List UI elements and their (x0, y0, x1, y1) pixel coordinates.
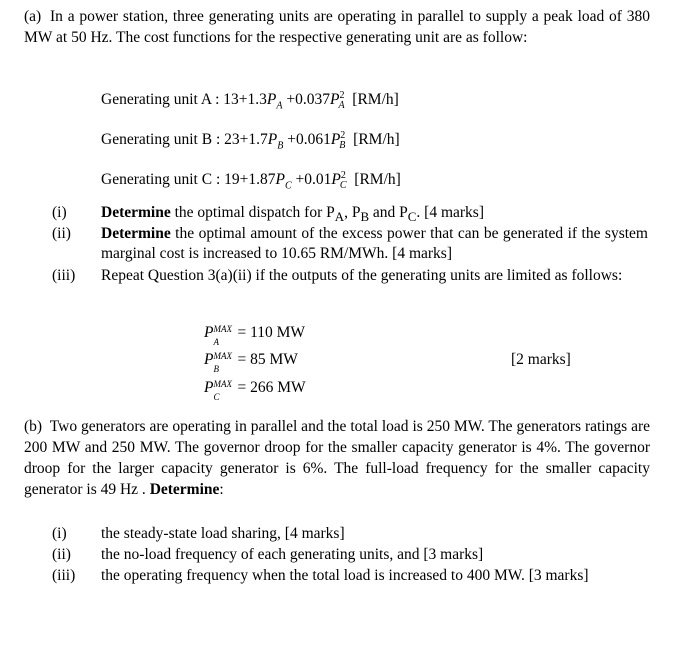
equation-const: 19 (224, 171, 240, 189)
question-number: (iii) (52, 567, 76, 584)
equation-name: Generating unit B (101, 131, 213, 149)
limit-sub: C (213, 392, 220, 402)
equation-coef2: 0.01 (304, 171, 332, 189)
equation-coef2: 0.037 (295, 91, 330, 109)
limit-value: = 266 MW (237, 379, 306, 396)
question-text: Determine the optimal dispatch for $P_A$, $P_B$ and $P_C$. [4 marks] (101, 204, 484, 225)
equation-sub: C (284, 180, 292, 192)
question-number: (ii) (52, 225, 71, 242)
equation-name: Generating unit C (101, 171, 213, 189)
part-a-label: (a) (24, 8, 42, 25)
limit-c: P MAX C = 266 MW (204, 379, 306, 397)
limit-a: P MAX A = 110 MW (204, 324, 305, 342)
equation-coef2: 0.061 (295, 131, 331, 149)
question-number: (iii) (52, 267, 76, 284)
question-number: (i) (52, 525, 67, 542)
equation-sub-2: A (338, 100, 345, 112)
limit-sup: MAX (213, 351, 232, 361)
equation-unit: [RM/h] (354, 171, 401, 189)
equation-unit-a: Generating unit A : $13+1.3P_A +0.037P^2_A$ [RM/h] (101, 90, 399, 112)
question-number: (i) (52, 204, 67, 221)
question-bold: Determine (101, 204, 171, 221)
part-b-intro (24, 416, 650, 500)
equation-unit-c: Generating unit C : $19+1.87P_C +0.01P^2_C$ [RM/h] (101, 170, 401, 192)
limit-sup: MAX (213, 379, 232, 389)
limits-marks: [2 marks] (511, 351, 571, 368)
question-bold: Determine (101, 225, 171, 242)
equation-unit-b: Generating unit B : $23+1.7P_B +0.061P^2_B$ [RM/h] (101, 130, 400, 152)
part-b-intro-end: : (219, 481, 224, 498)
part-a-intro-text: In a power station, three generating units are operating in parallel to supply a peak load of 380 MW at 50 Hz. The cost functions for the respective generating unit are as follow: (24, 8, 650, 46)
equation-const: 23 (224, 131, 240, 149)
question-text-part: , P (344, 204, 361, 221)
equation-unit: [RM/h] (353, 131, 400, 149)
question-text-part: the optimal amount of the excess power that can be generated if the system marginal cost is increased to 10.65 RM/MWh. [4 marks] (101, 225, 648, 262)
limit-value: = 110 MW (237, 324, 306, 341)
question-text: the no-load frequency of each generating units, and [3 marks] (101, 546, 484, 563)
equation-const: 13 (223, 91, 239, 109)
question-text: the steady-state load sharing, [4 marks] (101, 525, 345, 542)
question-text-part: the optimal dispatch for P (170, 204, 335, 221)
equation-coef1: 1.3 (247, 91, 267, 109)
equation-sub: A (276, 100, 283, 112)
limit-sub: B (213, 364, 219, 374)
equation-coef1: 1.7 (248, 131, 268, 149)
part-b-intro-text: Two generators are operating in parallel and the total load is 250 MW. The generators ratings are 200 MW and 250 MW. The governor droop for the smaller capacity generator is 4%. The governor droop for the larger capacity generator is 6%. The full-load frequency for the smaller capacity generator is 49 Hz . (24, 418, 650, 498)
question-text: the operating frequency when the total load is increased to 400 MW. [3 marks] (101, 567, 589, 584)
equation-coef1: 1.87 (248, 171, 276, 189)
equation-unit: [RM/h] (352, 91, 399, 109)
question-number: (ii) (52, 546, 71, 563)
limit-value: = 85 MW (237, 351, 298, 368)
equation-sub-2: C (339, 180, 347, 192)
limit-sub: A (213, 337, 219, 347)
part-a-intro (24, 6, 650, 48)
question-text (101, 224, 648, 264)
part-b-label: (b) (24, 418, 43, 435)
equation-name: Generating unit A (101, 91, 212, 109)
equation-sub: B (277, 140, 284, 152)
question-text-part: . [4 marks] (416, 204, 484, 221)
limit-b: P MAX B = 85 MW (204, 351, 298, 369)
question-text: Repeat Question 3(a)(ii) if the outputs of the generating units are limited as follows: (101, 267, 623, 284)
equation-sub-2: B (339, 140, 346, 152)
limit-sup: MAX (213, 324, 232, 334)
part-b-intro-bold: Determine (149, 481, 220, 498)
question-text-part: and P (369, 204, 408, 221)
